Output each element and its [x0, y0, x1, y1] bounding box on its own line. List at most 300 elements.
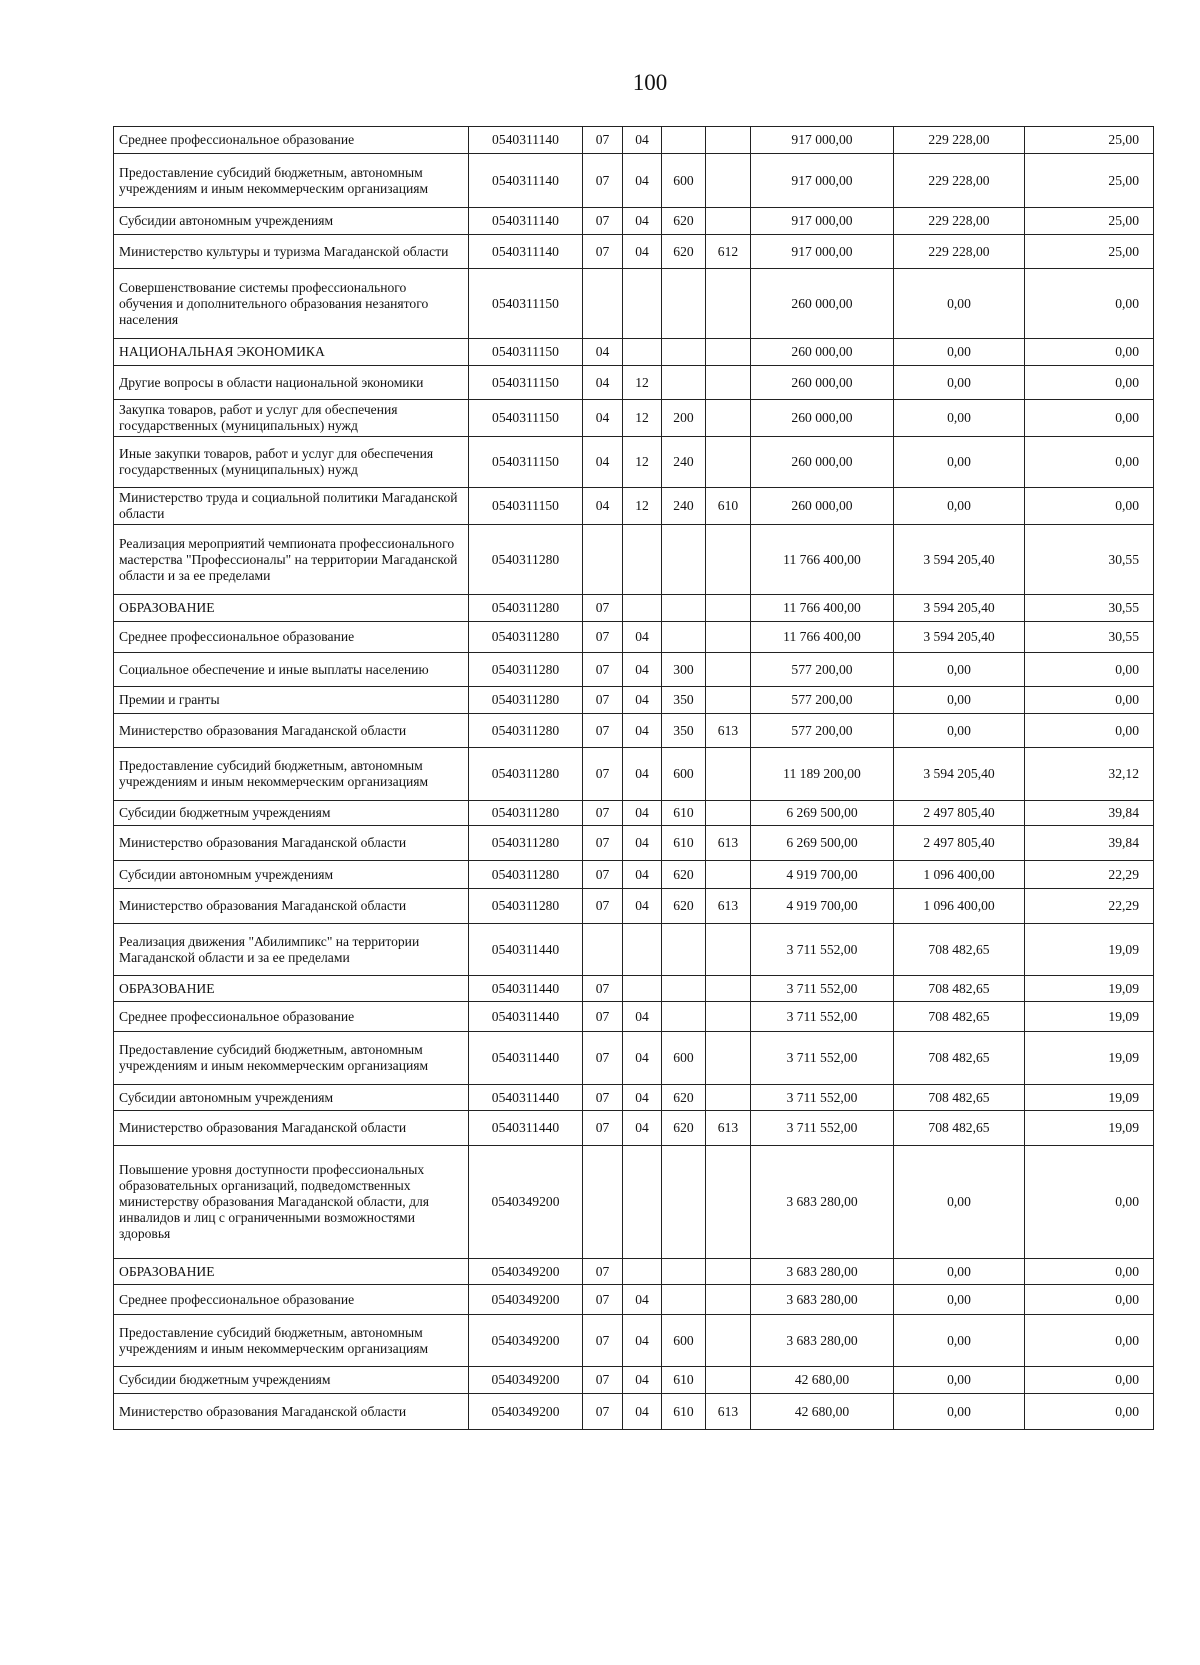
row-vr: 240 [662, 488, 706, 525]
table-row [114, 861, 1154, 889]
row-pct: 30,55 [1025, 622, 1154, 653]
row-pct: 0,00 [1025, 1394, 1154, 1430]
row-vr [662, 269, 706, 339]
table-row [114, 976, 1154, 1002]
row-name: Премии и гранты [114, 687, 469, 714]
row-name: Министерство образования Магаданской области [114, 889, 469, 924]
row-rz: 07 [583, 1002, 623, 1032]
row-plan: 260 000,00 [751, 488, 894, 525]
row-csr: 0540311280 [469, 826, 583, 861]
row-plan: 3 711 552,00 [751, 976, 894, 1002]
row-pr [623, 976, 662, 1002]
row-name: Закупка товаров, работ и услуг для обеспечения государственных (муниципальных) нужд [114, 400, 469, 437]
row-rz: 04 [583, 366, 623, 400]
row-csr: 0540311150 [469, 366, 583, 400]
row-name: Министерство труда и социальной политики Магаданской области [114, 488, 469, 525]
row-rz: 07 [583, 1259, 623, 1285]
row-grbs: 610 [706, 488, 751, 525]
row-grbs [706, 1285, 751, 1315]
row-fact: 0,00 [894, 400, 1025, 437]
row-plan: 3 711 552,00 [751, 1002, 894, 1032]
row-pct: 19,09 [1025, 1085, 1154, 1111]
row-pr: 04 [623, 1285, 662, 1315]
row-grbs [706, 269, 751, 339]
row-vr [662, 1146, 706, 1259]
row-fact: 0,00 [894, 1315, 1025, 1367]
row-plan: 3 683 280,00 [751, 1259, 894, 1285]
row-fact: 1 096 400,00 [894, 861, 1025, 889]
row-grbs [706, 653, 751, 687]
table-row [114, 127, 1154, 154]
row-pct: 25,00 [1025, 235, 1154, 269]
row-grbs [706, 924, 751, 976]
row-vr: 620 [662, 1085, 706, 1111]
row-name: Субсидии бюджетным учреждениям [114, 801, 469, 826]
row-name: Социальное обеспечение и иные выплаты населению [114, 653, 469, 687]
row-plan: 3 711 552,00 [751, 924, 894, 976]
row-grbs [706, 748, 751, 801]
row-grbs: 612 [706, 235, 751, 269]
row-pct: 22,29 [1025, 889, 1154, 924]
row-pr: 04 [623, 1085, 662, 1111]
row-csr: 0540311280 [469, 861, 583, 889]
row-rz: 07 [583, 748, 623, 801]
row-fact: 0,00 [894, 269, 1025, 339]
table-row [114, 400, 1154, 437]
row-fact: 708 482,65 [894, 1002, 1025, 1032]
row-pct: 0,00 [1025, 1259, 1154, 1285]
row-name: Предоставление субсидий бюджетным, автономным учреждениям и иным некоммерческим организациям [114, 154, 469, 208]
row-pct: 32,12 [1025, 748, 1154, 801]
row-grbs [706, 1002, 751, 1032]
row-plan: 11 189 200,00 [751, 748, 894, 801]
row-rz [583, 1146, 623, 1259]
row-vr [662, 1285, 706, 1315]
row-plan: 6 269 500,00 [751, 826, 894, 861]
row-csr: 0540311140 [469, 127, 583, 154]
row-grbs [706, 861, 751, 889]
page-number: 100 [632, 70, 668, 95]
row-fact: 0,00 [894, 653, 1025, 687]
row-fact: 0,00 [894, 488, 1025, 525]
row-csr: 0540311140 [469, 208, 583, 235]
row-pr: 04 [623, 622, 662, 653]
row-name: Министерство образования Магаданской области [114, 1394, 469, 1430]
row-name: Министерство образования Магаданской области [114, 1111, 469, 1146]
row-rz [583, 525, 623, 595]
row-pr: 04 [623, 861, 662, 889]
row-vr: 600 [662, 1032, 706, 1085]
row-grbs [706, 687, 751, 714]
row-fact: 0,00 [894, 366, 1025, 400]
table-row [114, 889, 1154, 924]
row-grbs: 613 [706, 1111, 751, 1146]
table-row [114, 1394, 1154, 1430]
row-rz: 07 [583, 127, 623, 154]
row-plan: 3 683 280,00 [751, 1315, 894, 1367]
row-pr: 04 [623, 127, 662, 154]
row-csr: 0540349200 [469, 1146, 583, 1259]
row-rz: 07 [583, 595, 623, 622]
row-pct: 0,00 [1025, 488, 1154, 525]
row-fact: 708 482,65 [894, 976, 1025, 1002]
row-csr: 0540311150 [469, 488, 583, 525]
row-fact: 2 497 805,40 [894, 801, 1025, 826]
row-pct: 30,55 [1025, 595, 1154, 622]
row-fact: 0,00 [894, 1259, 1025, 1285]
row-pct: 30,55 [1025, 525, 1154, 595]
row-name: Предоставление субсидий бюджетным, автономным учреждениям и иным некоммерческим организациям [114, 1315, 469, 1367]
row-plan: 3 683 280,00 [751, 1146, 894, 1259]
row-rz: 07 [583, 154, 623, 208]
budget-table [113, 126, 1154, 1430]
table-row [114, 366, 1154, 400]
row-pct: 19,09 [1025, 976, 1154, 1002]
row-pr: 04 [623, 714, 662, 748]
row-pct: 0,00 [1025, 1367, 1154, 1394]
row-vr: 200 [662, 400, 706, 437]
row-name: Министерство образования Магаданской области [114, 714, 469, 748]
row-vr: 610 [662, 801, 706, 826]
row-csr: 0540311280 [469, 801, 583, 826]
row-grbs [706, 595, 751, 622]
row-rz: 07 [583, 1085, 623, 1111]
row-pr: 04 [623, 1315, 662, 1367]
row-grbs [706, 801, 751, 826]
row-pct: 19,09 [1025, 1111, 1154, 1146]
row-pr: 04 [623, 1394, 662, 1430]
table-row [114, 622, 1154, 653]
row-rz: 07 [583, 1394, 623, 1430]
row-plan: 577 200,00 [751, 687, 894, 714]
row-plan: 3 711 552,00 [751, 1111, 894, 1146]
row-vr: 240 [662, 437, 706, 488]
row-pr [623, 339, 662, 366]
row-grbs: 613 [706, 1394, 751, 1430]
row-pr: 04 [623, 235, 662, 269]
table-row [114, 1085, 1154, 1111]
row-pct: 19,09 [1025, 1002, 1154, 1032]
row-rz: 07 [583, 235, 623, 269]
row-grbs [706, 1367, 751, 1394]
row-csr: 0540311280 [469, 687, 583, 714]
row-fact: 229 228,00 [894, 127, 1025, 154]
table-row [114, 1111, 1154, 1146]
row-rz: 07 [583, 653, 623, 687]
row-grbs: 613 [706, 889, 751, 924]
row-plan: 4 919 700,00 [751, 889, 894, 924]
row-name: Повышение уровня доступности профессиональных образовательных организаций, подведомственных министерству образования Магаданской области, для инвалидов и лиц с ограниченными возможностями здоровья [114, 1146, 469, 1259]
row-csr: 0540311440 [469, 1002, 583, 1032]
row-grbs [706, 1146, 751, 1259]
table-row [114, 1285, 1154, 1315]
row-plan: 260 000,00 [751, 366, 894, 400]
row-name: Среднее профессиональное образование [114, 127, 469, 154]
row-plan: 917 000,00 [751, 154, 894, 208]
row-plan: 11 766 400,00 [751, 622, 894, 653]
row-name: Другие вопросы в области национальной экономики [114, 366, 469, 400]
row-vr: 610 [662, 1367, 706, 1394]
row-name: ОБРАЗОВАНИЕ [114, 976, 469, 1002]
row-rz [583, 924, 623, 976]
row-plan: 11 766 400,00 [751, 525, 894, 595]
row-rz: 04 [583, 339, 623, 366]
row-pr: 12 [623, 400, 662, 437]
row-pct: 0,00 [1025, 1315, 1154, 1367]
table-body [114, 127, 1154, 1430]
row-pr: 12 [623, 488, 662, 525]
row-fact: 0,00 [894, 1146, 1025, 1259]
row-vr [662, 1259, 706, 1285]
row-grbs [706, 1032, 751, 1085]
row-name: Среднее профессиональное образование [114, 1285, 469, 1315]
row-pct: 0,00 [1025, 339, 1154, 366]
row-pr: 04 [623, 1367, 662, 1394]
row-pr: 04 [623, 1032, 662, 1085]
row-vr [662, 339, 706, 366]
row-plan: 260 000,00 [751, 400, 894, 437]
row-pr: 04 [623, 208, 662, 235]
row-pr: 12 [623, 366, 662, 400]
row-vr: 620 [662, 235, 706, 269]
row-fact: 3 594 205,40 [894, 622, 1025, 653]
row-plan: 11 766 400,00 [751, 595, 894, 622]
row-name: Среднее профессиональное образование [114, 622, 469, 653]
row-vr [662, 366, 706, 400]
row-pr: 04 [623, 687, 662, 714]
table-row [114, 1259, 1154, 1285]
row-rz: 07 [583, 1111, 623, 1146]
row-name: ОБРАЗОВАНИЕ [114, 1259, 469, 1285]
row-fact: 708 482,65 [894, 1032, 1025, 1085]
row-csr: 0540311150 [469, 437, 583, 488]
row-pr: 04 [623, 801, 662, 826]
row-plan: 260 000,00 [751, 269, 894, 339]
row-pr: 12 [623, 437, 662, 488]
row-rz: 07 [583, 714, 623, 748]
table-row [114, 1315, 1154, 1367]
row-pr [623, 269, 662, 339]
row-fact: 0,00 [894, 1285, 1025, 1315]
row-pr [623, 525, 662, 595]
row-name: Субсидии автономным учреждениям [114, 1085, 469, 1111]
row-name: Предоставление субсидий бюджетным, автономным учреждениям и иным некоммерческим организациям [114, 1032, 469, 1085]
row-pr [623, 595, 662, 622]
row-csr: 0540311280 [469, 525, 583, 595]
row-plan: 917 000,00 [751, 235, 894, 269]
row-vr [662, 127, 706, 154]
row-csr: 0540311140 [469, 154, 583, 208]
row-grbs [706, 127, 751, 154]
row-pct: 19,09 [1025, 924, 1154, 976]
row-vr: 600 [662, 748, 706, 801]
row-grbs [706, 437, 751, 488]
row-pct: 25,00 [1025, 154, 1154, 208]
table-row [114, 1002, 1154, 1032]
table-row [114, 687, 1154, 714]
table-row [114, 1146, 1154, 1259]
row-grbs [706, 339, 751, 366]
row-csr: 0540311280 [469, 622, 583, 653]
row-plan: 42 680,00 [751, 1394, 894, 1430]
row-rz: 07 [583, 801, 623, 826]
row-plan: 6 269 500,00 [751, 801, 894, 826]
row-plan: 42 680,00 [751, 1367, 894, 1394]
row-pr: 04 [623, 154, 662, 208]
row-vr [662, 525, 706, 595]
row-name: ОБРАЗОВАНИЕ [114, 595, 469, 622]
row-pct: 0,00 [1025, 366, 1154, 400]
row-name: Министерство культуры и туризма Магаданской области [114, 235, 469, 269]
row-pct: 39,84 [1025, 801, 1154, 826]
table-row [114, 653, 1154, 687]
row-csr: 0540311280 [469, 595, 583, 622]
row-vr [662, 924, 706, 976]
row-vr: 300 [662, 653, 706, 687]
row-csr: 0540349200 [469, 1259, 583, 1285]
row-name: Предоставление субсидий бюджетным, автономным учреждениям и иным некоммерческим организациям [114, 748, 469, 801]
row-fact: 0,00 [894, 1394, 1025, 1430]
row-pct: 0,00 [1025, 687, 1154, 714]
row-pr: 04 [623, 1002, 662, 1032]
table-row [114, 801, 1154, 826]
row-vr [662, 1002, 706, 1032]
row-vr: 350 [662, 687, 706, 714]
row-csr: 0540311440 [469, 1085, 583, 1111]
row-pct: 0,00 [1025, 437, 1154, 488]
row-vr: 610 [662, 1394, 706, 1430]
table-row [114, 437, 1154, 488]
row-rz: 07 [583, 976, 623, 1002]
row-grbs [706, 366, 751, 400]
row-csr: 0540311280 [469, 889, 583, 924]
row-pct: 22,29 [1025, 861, 1154, 889]
row-fact: 0,00 [894, 339, 1025, 366]
row-plan: 577 200,00 [751, 653, 894, 687]
row-name: Среднее профессиональное образование [114, 1002, 469, 1032]
row-plan: 917 000,00 [751, 208, 894, 235]
row-csr: 0540311140 [469, 235, 583, 269]
row-csr: 0540311280 [469, 653, 583, 687]
row-csr: 0540311150 [469, 269, 583, 339]
row-rz: 07 [583, 1315, 623, 1367]
table-row [114, 525, 1154, 595]
row-vr [662, 976, 706, 1002]
row-grbs [706, 525, 751, 595]
row-csr: 0540311440 [469, 1032, 583, 1085]
table-row [114, 924, 1154, 976]
row-csr: 0540311280 [469, 748, 583, 801]
table-row [114, 339, 1154, 366]
row-plan: 3 711 552,00 [751, 1032, 894, 1085]
row-vr: 610 [662, 826, 706, 861]
row-pr: 04 [623, 1111, 662, 1146]
row-rz: 07 [583, 687, 623, 714]
row-plan: 260 000,00 [751, 339, 894, 366]
row-fact: 708 482,65 [894, 1111, 1025, 1146]
row-pct: 25,00 [1025, 127, 1154, 154]
row-grbs: 613 [706, 826, 751, 861]
row-vr: 620 [662, 1111, 706, 1146]
row-grbs: 613 [706, 714, 751, 748]
row-fact: 229 228,00 [894, 235, 1025, 269]
row-pr [623, 1146, 662, 1259]
row-csr: 0540349200 [469, 1367, 583, 1394]
row-rz: 04 [583, 400, 623, 437]
row-pct: 19,09 [1025, 1032, 1154, 1085]
row-grbs [706, 1259, 751, 1285]
row-rz: 07 [583, 1032, 623, 1085]
row-rz: 07 [583, 889, 623, 924]
row-vr: 350 [662, 714, 706, 748]
row-name: Субсидии бюджетным учреждениям [114, 1367, 469, 1394]
row-rz [583, 269, 623, 339]
row-pct: 25,00 [1025, 208, 1154, 235]
row-rz: 07 [583, 1367, 623, 1394]
row-name: НАЦИОНАЛЬНАЯ ЭКОНОМИКА [114, 339, 469, 366]
row-pr: 04 [623, 748, 662, 801]
row-csr: 0540311440 [469, 1111, 583, 1146]
row-rz: 07 [583, 1285, 623, 1315]
row-pct: 39,84 [1025, 826, 1154, 861]
row-name: Совершенствование системы профессионального обучения и дополнительного образования незанятого населения [114, 269, 469, 339]
row-pct: 0,00 [1025, 1285, 1154, 1315]
row-pr: 04 [623, 653, 662, 687]
row-pr [623, 1259, 662, 1285]
row-vr: 600 [662, 1315, 706, 1367]
row-fact: 3 594 205,40 [894, 525, 1025, 595]
row-grbs [706, 622, 751, 653]
row-vr: 620 [662, 889, 706, 924]
row-rz: 07 [583, 208, 623, 235]
row-fact: 3 594 205,40 [894, 595, 1025, 622]
row-name: Реализация мероприятий чемпионата профессионального мастерства "Профессионалы" на территории Магаданской области и за ее пределами [114, 525, 469, 595]
row-fact: 2 497 805,40 [894, 826, 1025, 861]
row-pct: 0,00 [1025, 1146, 1154, 1259]
row-name: Министерство образования Магаданской области [114, 826, 469, 861]
row-pct: 0,00 [1025, 400, 1154, 437]
row-vr: 620 [662, 861, 706, 889]
table-row [114, 595, 1154, 622]
table-row [114, 714, 1154, 748]
row-grbs [706, 1085, 751, 1111]
row-rz: 07 [583, 861, 623, 889]
row-pr: 04 [623, 889, 662, 924]
table-row [114, 1367, 1154, 1394]
row-grbs [706, 976, 751, 1002]
table-row [114, 208, 1154, 235]
row-pr [623, 924, 662, 976]
row-vr: 620 [662, 208, 706, 235]
row-csr: 0540311280 [469, 714, 583, 748]
row-fact: 1 096 400,00 [894, 889, 1025, 924]
table-row [114, 235, 1154, 269]
table-row [114, 488, 1154, 525]
row-fact: 0,00 [894, 1367, 1025, 1394]
table-row [114, 826, 1154, 861]
row-vr [662, 595, 706, 622]
row-plan: 4 919 700,00 [751, 861, 894, 889]
row-plan: 3 683 280,00 [751, 1285, 894, 1315]
row-csr: 0540311440 [469, 924, 583, 976]
row-csr: 0540349200 [469, 1315, 583, 1367]
row-rz: 04 [583, 437, 623, 488]
row-fact: 708 482,65 [894, 1085, 1025, 1111]
row-name: Субсидии автономным учреждениям [114, 208, 469, 235]
row-name: Реализация движения "Абилимпикс" на территории Магаданской области и за ее пределами [114, 924, 469, 976]
row-csr: 0540311440 [469, 976, 583, 1002]
row-fact: 0,00 [894, 687, 1025, 714]
